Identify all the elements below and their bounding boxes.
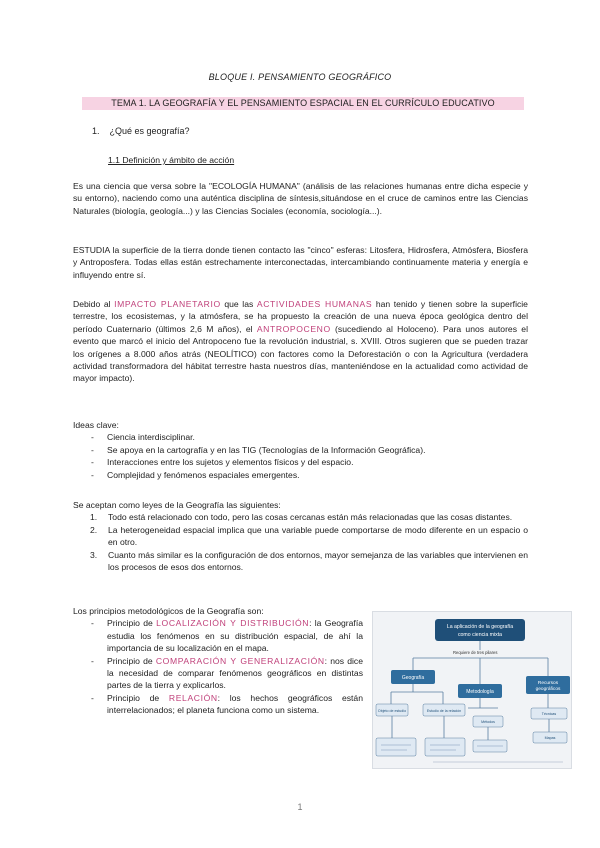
paragraph-antropoceno bbox=[73, 298, 528, 385]
block-title: BLOQUE I. PENSAMIENTO GEOGRÁFICO bbox=[208, 72, 392, 82]
law-number: 2. bbox=[90, 524, 98, 535]
section-heading bbox=[92, 125, 190, 137]
principles-block bbox=[73, 605, 363, 717]
section-question: ¿Qué es geografía? bbox=[109, 126, 190, 136]
highlight-y: Y bbox=[226, 618, 241, 629]
leaf-label: Mapas bbox=[544, 736, 556, 740]
list-item: - Interacciones entre los sujetos y elementos físicos y del espacio. bbox=[73, 456, 528, 468]
highlight-generalizacion: GENERALIZACIÓN bbox=[240, 655, 325, 666]
list-item: - Se apoya en la cartografía y en las TIG (Tecnologías de la Información Geográfica). bbox=[73, 444, 528, 456]
leaf-label: Estudio de la relación bbox=[426, 709, 462, 713]
law-text: La heterogeneidad espacial implica que una variable puede comportarse de modo diferente en un espacio o en otro. bbox=[108, 524, 528, 548]
subsection-heading: 1.1 Definición y ámbito de acción bbox=[108, 155, 235, 165]
highlight-y: Y bbox=[226, 655, 241, 666]
list-item bbox=[73, 549, 528, 574]
principles-list bbox=[73, 617, 363, 716]
list-item bbox=[73, 524, 528, 549]
law-number: 3. bbox=[90, 549, 98, 560]
ideas-heading: Ideas clave: bbox=[73, 420, 119, 430]
law-text: Cuanto más similar es la configuración de dos entornos, mayor semejanza de las variables que intervienen en los procesos de esos dos entornos. bbox=[108, 549, 528, 573]
text-run: que las bbox=[220, 299, 257, 309]
text-run: Principio de bbox=[107, 655, 156, 666]
highlight-relacion: RELACIÓN bbox=[168, 692, 218, 703]
tema-title: TEMA 1. LA GEOGRAFÍA Y EL PENSAMIENTO ESPACIAL EN EL CURRÍCULO EDUCATIVO bbox=[82, 97, 524, 110]
ideas-list bbox=[73, 431, 528, 481]
paragraph-ecologia: Es una ciencia que versa sobre la "ECOLOGÍA HUMANA" (análisis de las relaciones humanas entre dicha especie y su entorno), naciendo como una auténtica disciplina de síntesis,situándose en el cruce de caminos entre las Ciencias Naturales (biología, geología...) y las Ciencias Sociales (economía, sociología...). bbox=[73, 181, 528, 216]
text-run: Principio de bbox=[107, 692, 169, 703]
highlight-distribucion: DISTRIBUCIÓN bbox=[240, 618, 310, 629]
text-run: Principio de bbox=[107, 618, 157, 629]
highlight-comparacion: COMPARACIÓN bbox=[155, 655, 227, 666]
list-item: - Ciencia interdisciplinar. bbox=[73, 431, 528, 443]
paragraph-estudia: ESTUDIA la superficie de la tierra donde tienen contacto las "cinco" esferas: Litosfera, Hidrosfera, Atmósfera, Biosfera y Antroposfera. Todas ellas están estrechamente interconectadas, intercambiando continuamente materia y energía e influyendo entre sí. bbox=[73, 245, 528, 280]
diagram-title-line1: La aplicación de la geografía bbox=[446, 624, 514, 630]
page-number: 1 bbox=[297, 802, 303, 812]
leaf-label: Técnicas bbox=[541, 712, 557, 716]
leaf-label: Métodos bbox=[481, 720, 495, 724]
diagram-title-line2: como ciencia mixta bbox=[457, 632, 503, 638]
leaf-box bbox=[376, 738, 416, 756]
section-number: 1. bbox=[92, 126, 100, 136]
highlight-impacto: IMPACTO PLANETARIO bbox=[114, 299, 221, 309]
leaf-box bbox=[425, 738, 465, 756]
concept-diagram-svg bbox=[373, 612, 571, 768]
ideas-block bbox=[73, 419, 528, 481]
concept-diagram bbox=[372, 611, 572, 769]
text-run: : los hechos geográficos están interrelacionados; el planeta funciona como un sistema. bbox=[107, 692, 363, 716]
laws-block bbox=[73, 499, 528, 573]
law-number: 1. bbox=[90, 512, 98, 523]
text-run: : la Geografía estudia los fenómenos en su distribución espacial, de ahí la importancia de su localización en el mapa. bbox=[107, 618, 363, 654]
diagram-root-caption: Requiere de tres pilares bbox=[453, 650, 498, 655]
principles-heading: Los principios metodológicos de la Geografía son: bbox=[73, 606, 264, 616]
text-run: (sucediendo al Holoceno). Para unos autores el evento que marcó el inicio del Antropoceno fue la revolución industrial, s. XVIII. Otros sugieren que se pueden trazar los orígenes a 8.000 años atrás (NEOLÍTICO) con factores como la Deforestación o con la Agricultura (verdadera actividad transformadora del hábitat terrestre hasta nuestros días, manteniéndose en la actualidad como actividad de mayor impacto). bbox=[73, 323, 528, 384]
highlight-actividades: ACTIVIDADES HUMANAS bbox=[256, 299, 373, 309]
highlight-localizacion: LOCALIZACIÓN bbox=[156, 618, 227, 629]
list-item: - Complejidad y fenómenos espaciales emergentes. bbox=[73, 469, 528, 481]
law-text: Todo está relacionado con todo, pero las cosas cercanas están más relacionadas que las cosas distantes. bbox=[108, 512, 513, 523]
node-geografia-label: Geografía bbox=[401, 675, 425, 681]
list-item bbox=[73, 692, 363, 717]
laws-heading: Se aceptan como leyes de la Geografía las siguientes: bbox=[73, 500, 281, 510]
node-recursos-label: geográficos bbox=[535, 687, 561, 692]
list-item bbox=[73, 655, 363, 692]
highlight-antropoceno: ANTROPOCENO bbox=[256, 323, 331, 334]
text-run: : nos dice la necesidad de comparar fenómenos geográficos en distintas partes de la tierra y explicarlos. bbox=[107, 655, 363, 691]
leaf-label: Objeto de estudio bbox=[377, 709, 407, 713]
list-item bbox=[73, 511, 528, 523]
node-recursos-label: Recursos bbox=[537, 681, 559, 686]
list-item bbox=[73, 617, 363, 654]
text-run: han tenido y tienen sobre la superficie terrestre, los ecosistemas, y la atmósfera, se ha propuesto la creación de una nueva época geológica dentro del período Cuaternario (últimos 2,6 M años), el bbox=[73, 299, 528, 334]
node-metodologia-label: Metodología bbox=[466, 689, 494, 695]
text-run: Debido al bbox=[73, 299, 115, 309]
laws-list bbox=[73, 511, 528, 573]
